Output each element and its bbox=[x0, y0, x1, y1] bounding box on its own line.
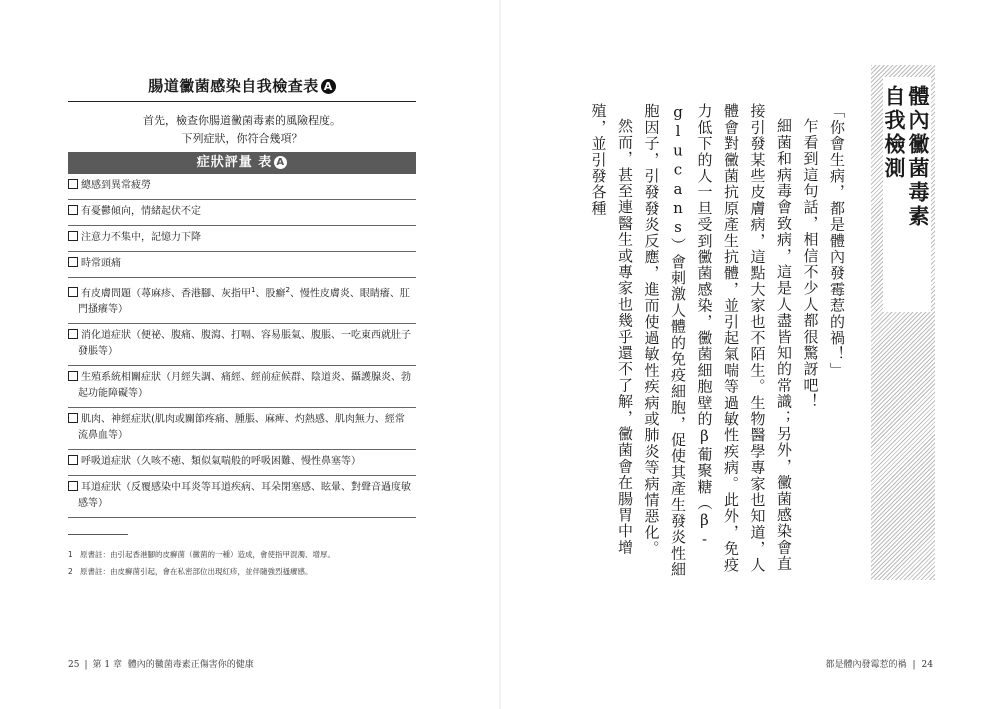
table-badge: A bbox=[274, 156, 287, 169]
symptom-item bbox=[68, 450, 416, 476]
folio-right bbox=[825, 657, 933, 670]
item-text-cont: 起功能障礙等） bbox=[78, 388, 148, 400]
footnote bbox=[68, 549, 335, 560]
folio-left bbox=[68, 657, 254, 670]
symptom-item bbox=[68, 252, 416, 278]
folio-divider: | bbox=[84, 660, 88, 670]
checkbox[interactable] bbox=[68, 231, 78, 241]
folio-divider: | bbox=[912, 660, 916, 670]
page-number: 24 bbox=[921, 660, 933, 670]
item-text: 有憂鬱傾向，情緒起伏不定 bbox=[81, 206, 201, 217]
body-paragraph: 「你會生病，都是體內發霉惹的禍！」 bbox=[828, 103, 846, 379]
checkbox[interactable] bbox=[68, 413, 78, 423]
checkbox[interactable] bbox=[68, 205, 78, 215]
footnote-number: 2 bbox=[68, 567, 73, 576]
footnote-ref-2: 2 bbox=[285, 286, 290, 294]
body-paragraph: 然而，甚至連醫生或專家也幾乎還不了解，黴菌會在腸胃中增殖，並引發各種 bbox=[589, 103, 634, 556]
footnote-text: 原書註：由引起香港腳的皮癬菌（黴菌的一種）造成，會使指甲混濁、增厚。 bbox=[80, 550, 335, 559]
folio-chapter: 第 1 章 bbox=[92, 660, 122, 670]
item-text-cont: 感等） bbox=[78, 498, 108, 510]
footnote bbox=[68, 566, 313, 577]
checklist-title-text: 腸道黴菌感染自我檢查表 bbox=[148, 77, 319, 95]
checkbox[interactable] bbox=[68, 455, 78, 465]
symptom-item bbox=[68, 278, 416, 324]
item-text-mid: 、股癬 bbox=[255, 288, 286, 300]
chapter-title-panel bbox=[883, 77, 931, 312]
footnote-ref-1: 1 bbox=[251, 286, 256, 294]
item-text: 耳道症狀（反覆感染中耳炎等耳道疾病、耳朵閉塞感、眩暈、對聲音過度敏 bbox=[81, 482, 411, 494]
chapter-title-box bbox=[871, 65, 935, 580]
body-text bbox=[580, 103, 850, 583]
footnote-text: 原書註：由皮癬菌引起，會在私密部位出現紅疹，並伴隨強烈搔癢感。 bbox=[80, 567, 313, 576]
folio-title: 體內的黴菌毒素正傷害你的健康 bbox=[127, 660, 254, 670]
symptom-item bbox=[68, 366, 416, 408]
chapter-title-line-1: 體內黴菌毒素 bbox=[906, 85, 931, 229]
symptom-item bbox=[68, 476, 416, 518]
item-text-cont: 門搔癢等） bbox=[78, 304, 128, 316]
item-text: 有皮膚問題（蕁麻疹、香港腳、灰指甲 bbox=[81, 288, 251, 300]
page-number: 25 bbox=[68, 660, 80, 670]
item-text: 總感到異常疲勞 bbox=[81, 180, 151, 191]
checklist-intro bbox=[68, 112, 416, 148]
symptom-list bbox=[68, 174, 416, 518]
footnote-rule bbox=[68, 534, 128, 535]
symptom-item bbox=[68, 200, 416, 226]
checkbox[interactable] bbox=[68, 257, 78, 267]
checkbox[interactable] bbox=[68, 329, 78, 339]
title-rule bbox=[68, 101, 416, 102]
item-text: 肌肉、神經症狀(肌肉或關節疼痛、腫脹、麻痺、灼熱感、肌肉無力、經常 bbox=[81, 414, 405, 426]
symptom-item bbox=[68, 324, 416, 366]
chapter-title-line-2: 自我檢測 bbox=[882, 85, 907, 181]
book-gutter bbox=[499, 0, 501, 709]
symptom-item bbox=[68, 226, 416, 252]
symptom-item bbox=[68, 408, 416, 450]
item-text: 呼吸道症狀（久咳不癒、類似氣喘般的呼吸困難、慢性鼻塞等） bbox=[81, 456, 361, 468]
symptom-item bbox=[68, 174, 416, 200]
item-text-cont: 流鼻血等） bbox=[78, 430, 128, 442]
checklist-badge: A bbox=[321, 79, 336, 94]
item-text-rest: 、慢性皮膚炎、眼睛癢、肛 bbox=[289, 288, 410, 300]
item-text: 消化道症狀（便祕、腹痛、腹瀉、打嗝、容易脹氣、腹脹、一吃東西就肚子 bbox=[81, 330, 411, 342]
table-header-text: 症狀評量 表 bbox=[196, 155, 273, 170]
item-text: 注意力不集中，記憶力下降 bbox=[81, 232, 201, 243]
footnote-number: 1 bbox=[68, 550, 73, 559]
folio-title: 都是體內發霉惹的禍 bbox=[825, 660, 907, 670]
intro-line-2: 下列症狀，你符合幾項？ bbox=[181, 132, 303, 145]
checkbox[interactable] bbox=[68, 371, 78, 381]
item-text: 時常頭痛 bbox=[81, 258, 121, 269]
checkbox[interactable] bbox=[68, 179, 78, 189]
checklist-title bbox=[68, 75, 416, 96]
intro-line-1: 首先，檢查你腸道黴菌毒素的風險程度。 bbox=[143, 114, 341, 127]
body-paragraph: 乍看到這句話，相信不少人都很驚訝吧！ bbox=[801, 118, 820, 410]
checkbox[interactable] bbox=[68, 287, 78, 297]
item-text: 生殖系統相關症狀（月經失調、痛經、經前症候群、陰道炎、攝護腺炎、勃 bbox=[81, 372, 411, 384]
body-paragraph: 細菌和病毒會致病，這是人盡皆知的常識；另外，黴菌感染會直接引發某些皮膚病，這點大家也不陌生。生物醫學專家也知道，人體會對黴菌抗原產生抗體，並引起氣喘等過敏性疾病。此外，免疫力低下的人一旦受到黴菌感染，黴菌細胞壁的β葡聚糖（β-glucans）會刺激人體的免疫細胞，促使其產生發炎性細胞因子，引發發炎反應，進而使過敏性疾病或肺炎等病情惡化。 bbox=[642, 103, 793, 578]
table-header bbox=[68, 152, 416, 174]
checkbox[interactable] bbox=[68, 481, 78, 491]
item-text-cont: 發脹等） bbox=[78, 346, 118, 358]
